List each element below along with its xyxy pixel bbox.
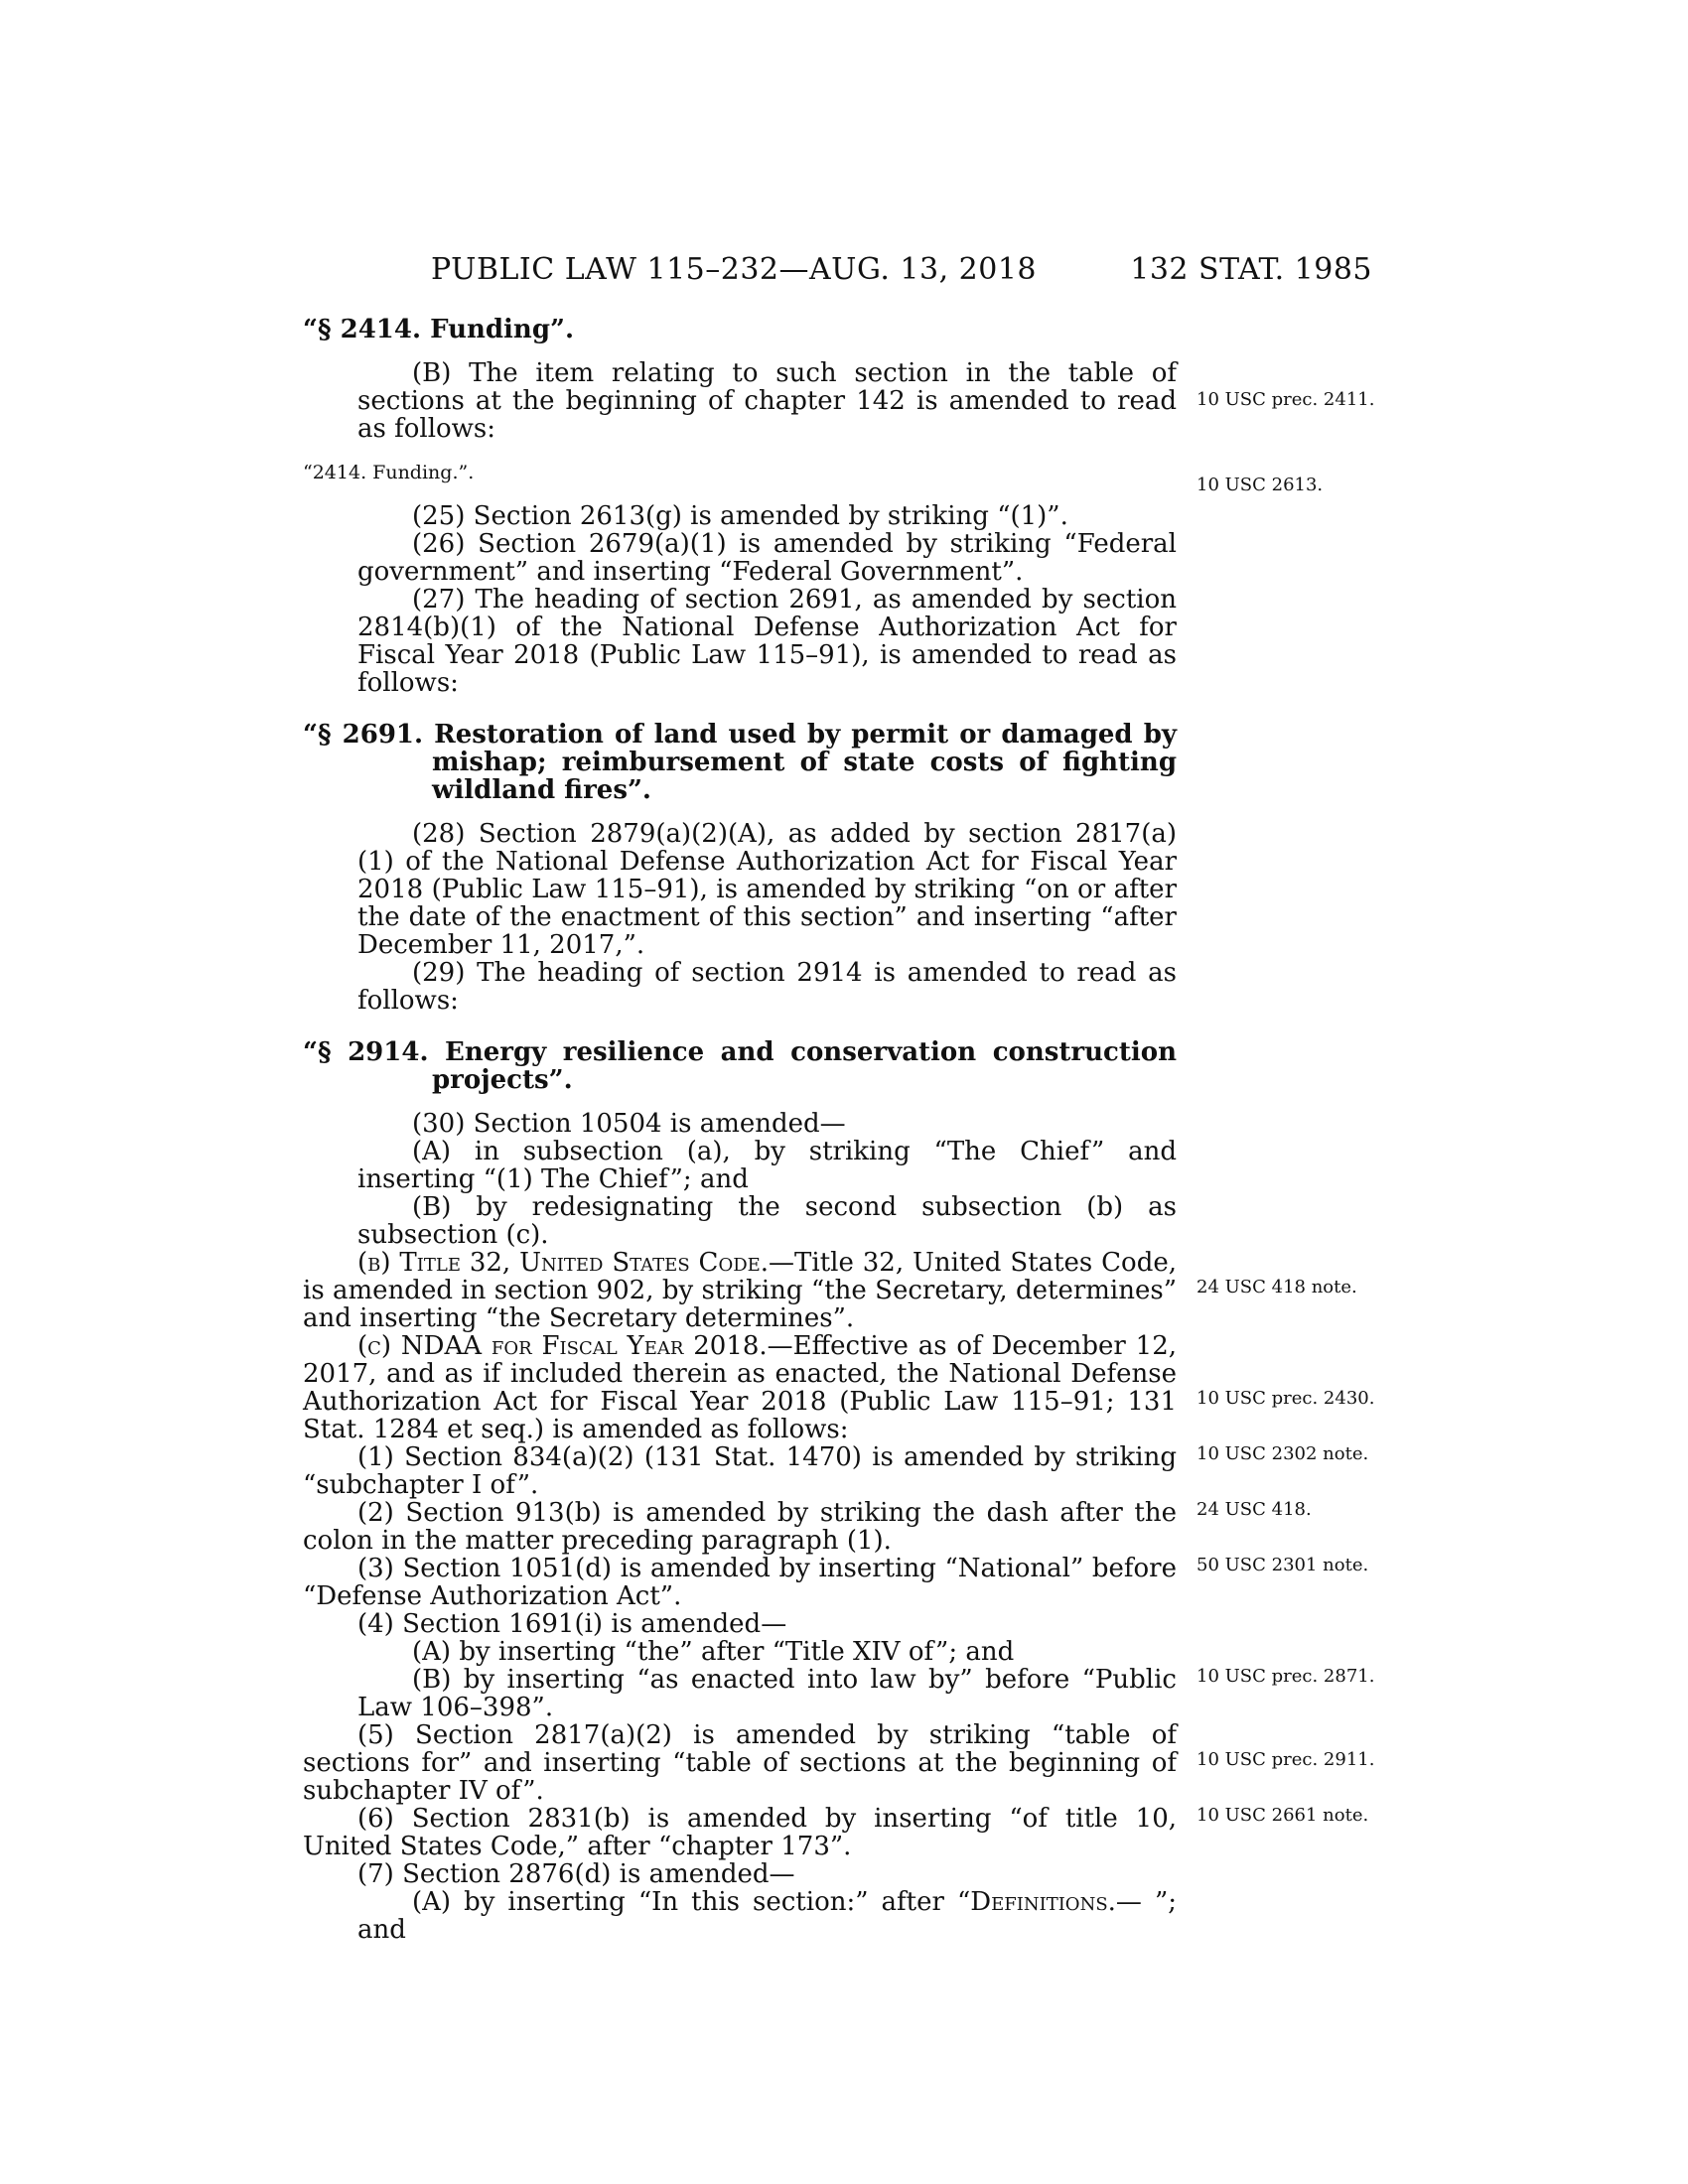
paragraph-c4: (4) Section 1691(i) is amended— — [357, 1609, 787, 1639]
section-2414-heading: “§ 2414. Funding”. — [303, 315, 575, 344]
paragraph-c1: (1) Section 834(a)(2) (131 Stat. 1470) is amended by striking “subchapter I of”. — [303, 1442, 1177, 1500]
paragraph-c7-A-smallcaps: Definitions — [970, 1887, 1108, 1917]
paragraph-c7-A-post: .— ”; and — [357, 1887, 1177, 1945]
paragraph-27: (27) The heading of section 2691, as amended by section 2814(b)(1) of the National Defense Authorization Act for Fiscal Year 2018 (Public Law 115–91), is amended to read as follows: — [357, 585, 1177, 698]
table-entry-2414: “2414. Funding.”. — [303, 462, 475, 483]
running-header-page-number: 132 STAT. 1985 — [1130, 252, 1372, 287]
margin-note: 10 USC prec. 2411. — [1196, 389, 1375, 410]
subsection-c-label: (c) NDAA for Fiscal Year 2018. — [357, 1331, 768, 1361]
subsection-c-text: —Effective as of December 12, 2017, and as if included therein as enacted, the National Defense Authorization Act for Fiscal Year 2018 (Public Law 115–91; 131 Stat. 1284 et seq.) is amended as follows: — [303, 1331, 1178, 1444]
paragraph-c2: (2) Section 913(b) is amended by striking the dash after the colon in the matter preceding paragraph (1). — [303, 1498, 1177, 1556]
section-2914-heading: “§ 2914. Energy resilience and conservation construction projects”. — [303, 1037, 1177, 1095]
paragraph-26: (26) Section 2679(a)(1) is amended by striking “Federal government” and inserting “Federal Government”. — [357, 529, 1177, 587]
paragraph-c4-B: (B) by inserting “as enacted into law by” before “Public Law 106–398”. — [357, 1665, 1177, 1722]
margin-note: 10 USC 2661 note. — [1196, 1805, 1369, 1826]
paragraph-c6: (6) Section 2831(b) is amended by inserting “of title 10, United States Code,” after “chapter 173”. — [303, 1804, 1177, 1861]
margin-note: 10 USC 2613. — [1196, 475, 1324, 495]
paragraph-c5: (5) Section 2817(a)(2) is amended by striking “table of sections for” and inserting “table of sections at the beginning of subchapter IV of”. — [303, 1720, 1177, 1806]
subsection-c — [303, 1332, 1177, 1443]
margin-note: 10 USC prec. 2430. — [1196, 1388, 1375, 1409]
margin-note: 10 USC prec. 2911. — [1196, 1749, 1375, 1770]
margin-note: 24 USC 418. — [1196, 1499, 1312, 1520]
paragraph-30: (30) Section 10504 is amended— — [412, 1109, 846, 1139]
margin-note: 50 USC 2301 note. — [1196, 1555, 1369, 1575]
paragraph-30-A: (A) in subsection (a), by striking “The Chief” and inserting “(1) The Chief”; and — [357, 1137, 1177, 1194]
margin-note: 10 USC 2302 note. — [1196, 1443, 1369, 1464]
subsection-b-label: (b) Title 32, United States Code. — [357, 1248, 770, 1278]
paragraph-c7: (7) Section 2876(d) is amended— — [357, 1859, 795, 1889]
document-body — [303, 316, 1177, 1944]
paragraph-25: (25) Section 2613(g) is amended by striking “(1)”. — [412, 501, 1068, 531]
paragraph-30-B: (B) by redesignating the second subsection (b) as subsection (c). — [357, 1192, 1177, 1250]
paragraph-c7-A — [303, 1888, 1177, 1944]
paragraph-28: (28) Section 2879(a)(2)(A), as added by section 2817(a)(1) of the National Defense Authorization Act for Fiscal Year 2018 (Public Law 115–91), is amended by striking “on or after the date of the enactment of this section” and inserting “after December 11, 2017,”. — [357, 819, 1177, 960]
subsection-b-text: —Title 32, United States Code, is amended in section 902, by striking “the Secretary, determines” and inserting “the Secretary determines”. — [303, 1248, 1177, 1333]
paragraph-c3: (3) Section 1051(d) is amended by inserting “National” before “Defense Authorization Act”. — [303, 1554, 1177, 1611]
paragraph-B-table-item: (B) The item relating to such section in the table of sections at the beginning of chapter 142 is amended to read as follows: — [357, 358, 1177, 444]
subsection-b — [303, 1249, 1177, 1332]
running-header-title: PUBLIC LAW 115–232—AUG. 13, 2018 — [431, 252, 1038, 287]
paragraph-29: (29) The heading of section 2914 is amended to read as follows: — [357, 958, 1177, 1016]
margin-note: 24 USC 418 note. — [1196, 1277, 1357, 1297]
margin-note: 10 USC prec. 2871. — [1196, 1666, 1375, 1687]
paragraph-c4-A: (A) by inserting “the” after “Title XIV of”; and — [412, 1637, 1015, 1667]
section-2691-heading: “§ 2691. Restoration of land used by permit or damaged by mishap; reimbursement of state costs of fighting wildland fires”. — [303, 720, 1177, 805]
paragraph-c7-A-pre: (A) by inserting “In this section:” after “ — [412, 1887, 971, 1917]
